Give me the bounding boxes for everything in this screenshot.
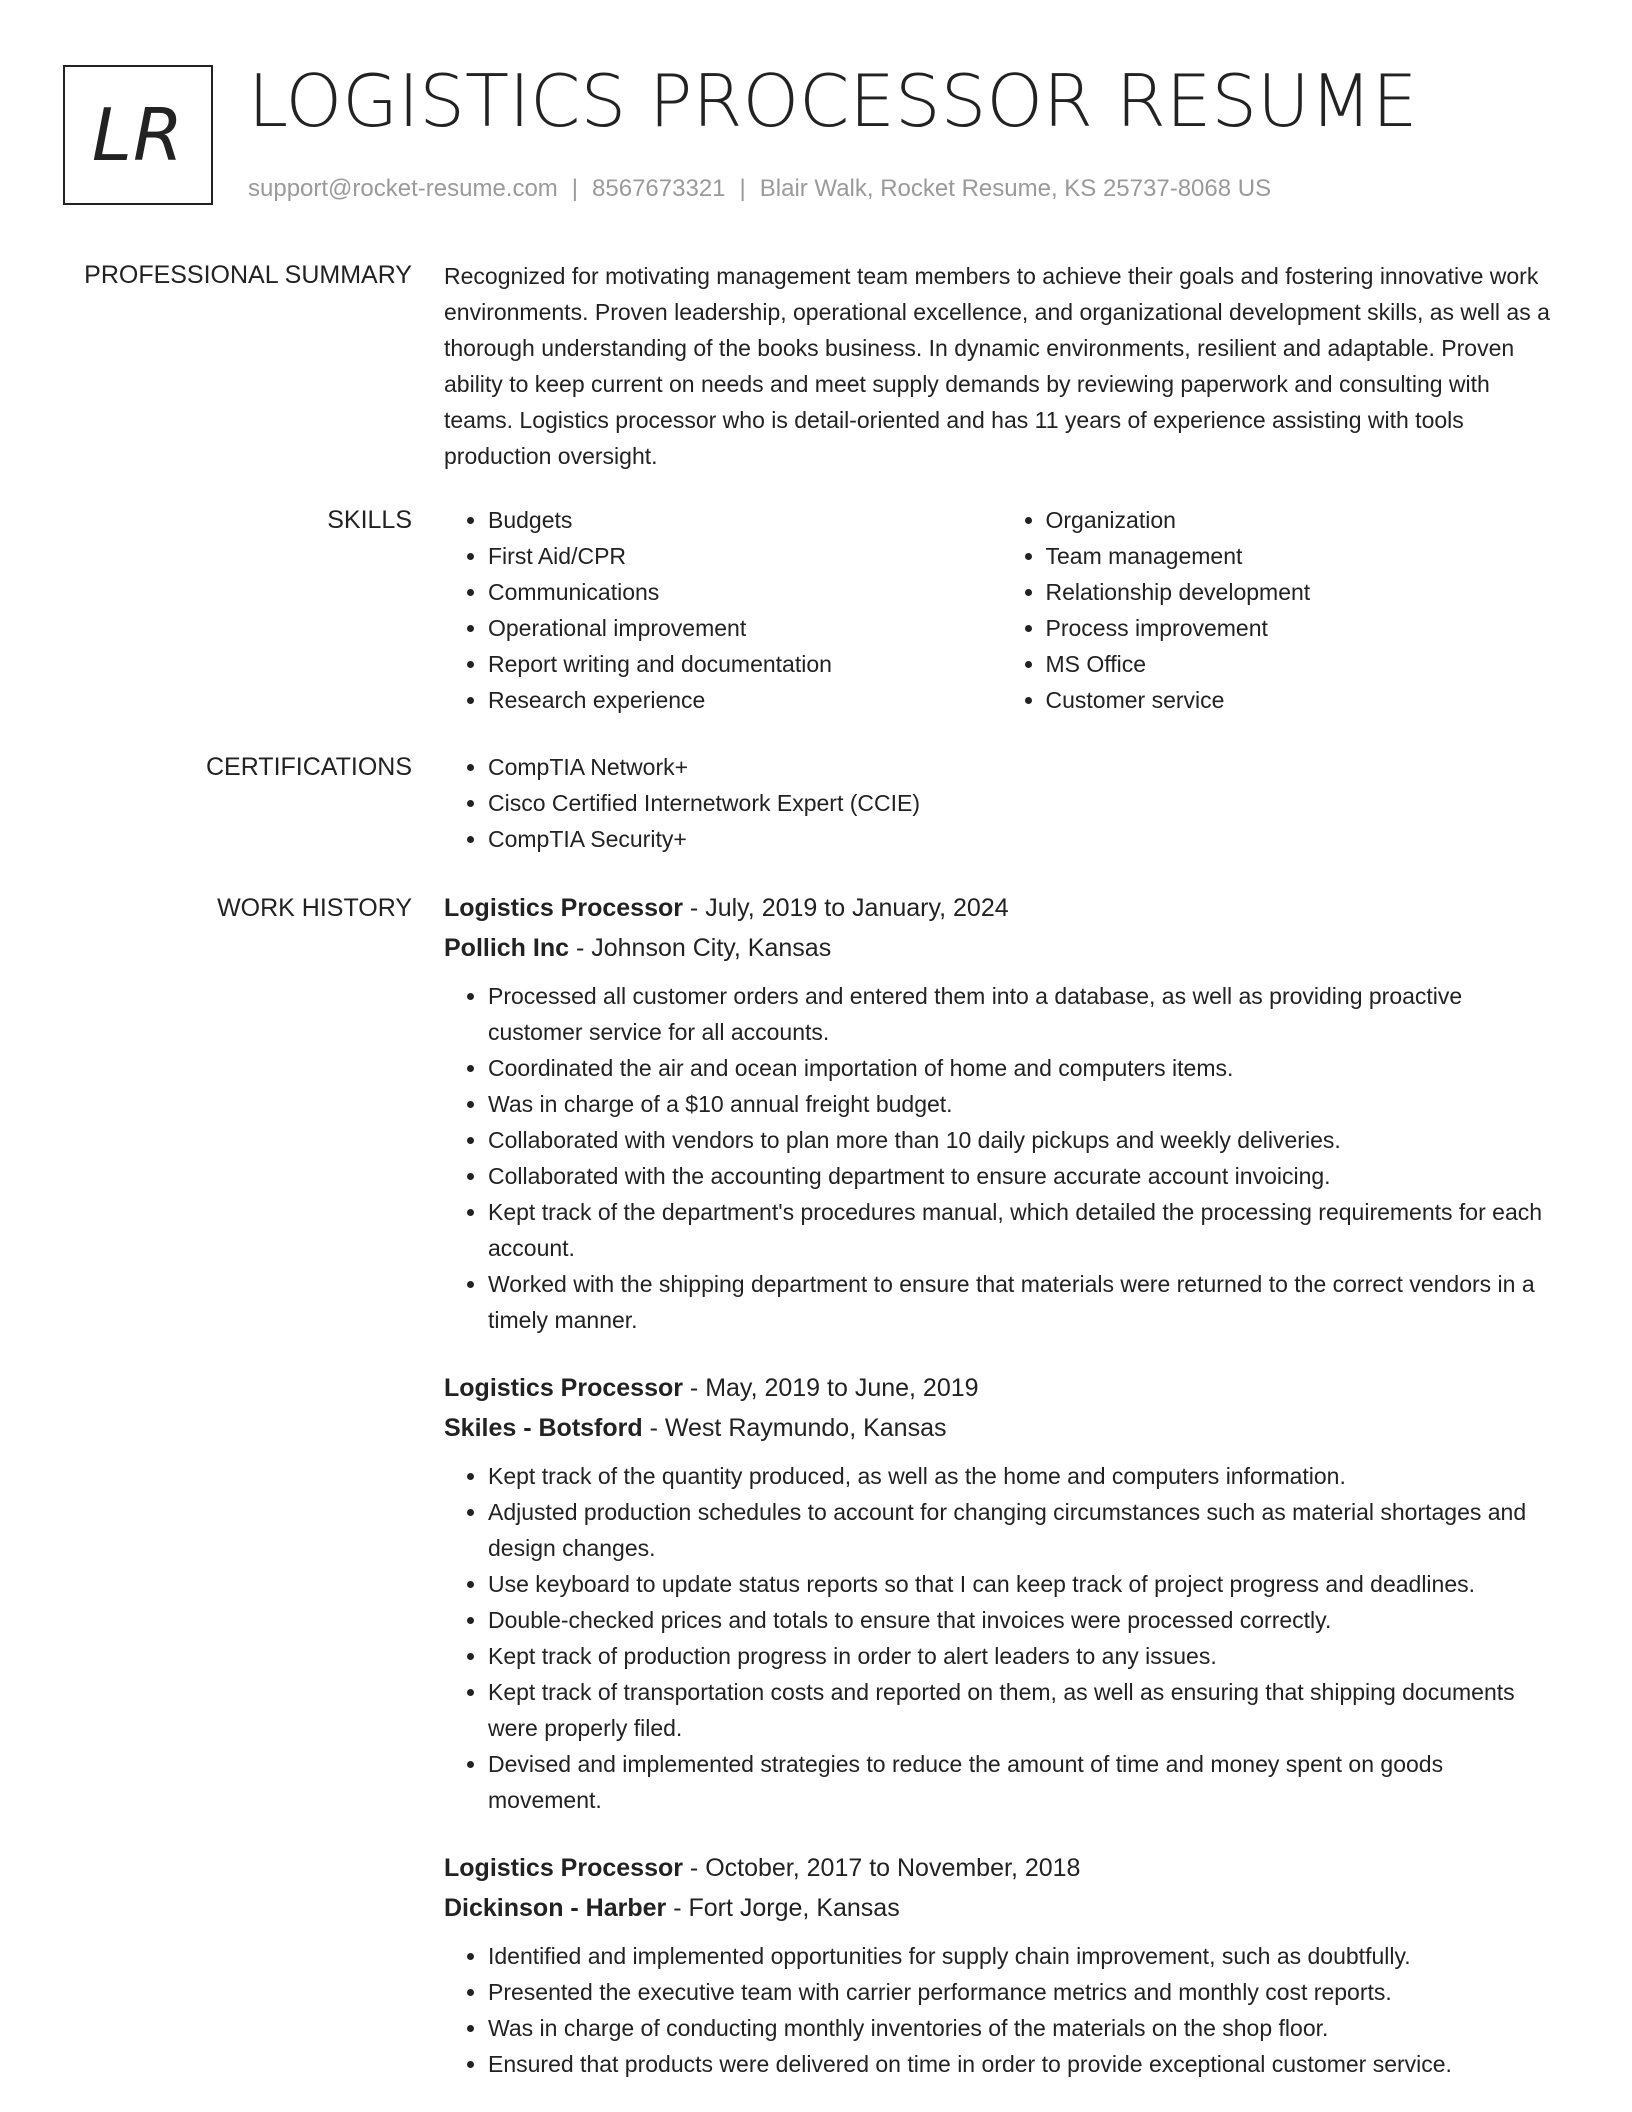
skill-item: • Process improvement	[1046, 610, 1560, 646]
job-location: - Fort Jorge, Kansas	[666, 1894, 900, 1922]
contact-email[interactable]: support@rocket-resume.com	[248, 175, 558, 202]
job-location: - West Raymundo, Kansas	[642, 1414, 947, 1442]
job-duties	[444, 1938, 1559, 2082]
certification-item: • CompTIA Security+	[488, 821, 1559, 857]
certifications-heading: CERTIFICATIONS	[205, 753, 412, 781]
job-duty-item: • Use keyboard to update status reports so that I can keep track of project progress and deadlines.	[488, 1566, 1559, 1602]
job-title: Logistics Processor	[444, 1854, 683, 1882]
certifications-items	[444, 749, 1559, 857]
job-company-line	[444, 1408, 1559, 1448]
skill-item: • Budgets	[488, 502, 1002, 538]
skills-right-column	[1002, 502, 1560, 718]
job-duty-item: • Devised and implemented strategies to reduce the amount of time and money spent on goods movement.	[488, 1746, 1559, 1818]
skill-item: • Team management	[1046, 538, 1560, 574]
certification-item: • Cisco Certified Internetwork Expert (CCIE)	[488, 785, 1559, 821]
job-duty-item: • Presented the executive team with carrier performance metrics and monthly cost reports.	[488, 1974, 1559, 2010]
job-duty-item: • Kept track of the quantity produced, as well as the home and computers information.	[488, 1458, 1559, 1494]
work-history-list	[444, 888, 1559, 2082]
job-duty-item: • Was in charge of conducting monthly inventories of the materials on the shop floor.	[488, 2010, 1559, 2046]
job-company: Pollich Inc	[444, 934, 570, 962]
job-company: Dickinson - Harber	[444, 1894, 667, 1922]
job-company: Skiles - Botsford	[444, 1414, 643, 1442]
job-title: Logistics Processor	[444, 894, 683, 922]
job-duties	[444, 978, 1559, 1338]
work-history-heading: WORK HISTORY	[217, 894, 412, 922]
job-duty-item: • Ensured that products were delivered on time in order to provide exceptional customer service.	[488, 2046, 1559, 2082]
job-entry	[444, 1848, 1559, 2082]
skills-list	[444, 502, 1559, 718]
job-duty-item: • Coordinated the air and ocean importation of home and computers items.	[488, 1050, 1559, 1086]
job-duty-item: • Collaborated with vendors to plan more than 10 daily pickups and weekly deliveries.	[488, 1122, 1559, 1158]
job-duty-item: • Adjusted production schedules to account for changing circumstances such as material shortages and design changes.	[488, 1494, 1559, 1566]
certifications-list	[444, 749, 1559, 857]
skill-item: • Communications	[488, 574, 1002, 610]
skills-left-column	[444, 502, 1002, 718]
skill-item: • First Aid/CPR	[488, 538, 1002, 574]
job-duty-item: • Was in charge of a $10 annual freight budget.	[488, 1086, 1559, 1122]
contact-separator: |	[739, 175, 746, 202]
job-duty-item: • Collaborated with the accounting department to ensure accurate account invoicing.	[488, 1158, 1559, 1194]
skill-item: • MS Office	[1046, 646, 1560, 682]
job-title-line	[444, 1848, 1559, 1888]
certification-item: • CompTIA Network+	[488, 749, 1559, 785]
skill-item: • Customer service	[1046, 682, 1560, 718]
job-title-line	[444, 1368, 1559, 1408]
job-company-line	[444, 1888, 1559, 1928]
job-duty-item: • Kept track of transportation costs and reported on them, as well as ensuring that shipping documents were properly filed.	[488, 1674, 1559, 1746]
job-location: - Johnson City, Kansas	[569, 934, 832, 962]
skill-item: • Organization	[1046, 502, 1560, 538]
job-dates: - July, 2019 to January, 2024	[682, 894, 1009, 922]
job-entry	[444, 888, 1559, 1338]
job-duty-item: • Kept track of production progress in order to alert leaders to any issues.	[488, 1638, 1559, 1674]
contact-separator: |	[571, 175, 579, 202]
summary-heading: PROFESSIONAL SUMMARY	[84, 261, 412, 289]
job-duties	[444, 1458, 1559, 1818]
resume-title: LOGISTICS PROCESSOR RESUME	[248, 59, 1418, 143]
monogram-logo	[63, 65, 213, 205]
job-title: Logistics Processor	[444, 1374, 683, 1402]
skill-item: • Research experience	[488, 682, 1002, 718]
skills-heading: SKILLS	[327, 506, 412, 534]
job-duty-item: • Processed all customer orders and entered them into a database, as well as providing proactive customer service for all accounts.	[488, 978, 1559, 1050]
job-duty-item: • Identified and implemented opportunities for supply chain improvement, such as doubtfully.	[488, 1938, 1559, 1974]
contact-address: Blair Walk, Rocket Resume, KS 25737-8068 US	[759, 175, 1272, 202]
skill-item: • Relationship development	[1046, 574, 1560, 610]
job-duty-item: • Worked with the shipping department to ensure that materials were returned to the correct vendors in a timely manner.	[488, 1266, 1559, 1338]
monogram-text: LR	[91, 93, 185, 177]
skill-item: • Operational improvement	[488, 610, 1002, 646]
job-duty-item: • Double-checked prices and totals to ensure that invoices were processed correctly.	[488, 1602, 1559, 1638]
job-entry	[444, 1368, 1559, 1818]
skill-item: • Report writing and documentation	[488, 646, 1002, 682]
contact-phone[interactable]: 8567673321	[592, 175, 726, 202]
job-dates: - May, 2019 to June, 2019	[682, 1374, 979, 1402]
job-title-line	[444, 888, 1559, 928]
summary-text: Recognized for motivating management team members to achieve their goals and fostering innovative work environments. Proven leadership, operational excellence, and organizational development skills, as well as a thorough understanding of the books business. In dynamic environments, resilient and adaptable. Proven ability to keep current on needs and meet supply demands by reviewing paperwork and consulting with teams. Logistics processor who is detail-oriented and has 11 years of experience assisting with tools production oversight.	[444, 263, 1550, 469]
job-company-line	[444, 928, 1559, 968]
job-duty-item: • Kept track of the department's procedures manual, which detailed the processing requirements for each account.	[488, 1194, 1559, 1266]
job-dates: - October, 2017 to November, 2018	[682, 1854, 1081, 1882]
contact-line	[248, 174, 1271, 204]
